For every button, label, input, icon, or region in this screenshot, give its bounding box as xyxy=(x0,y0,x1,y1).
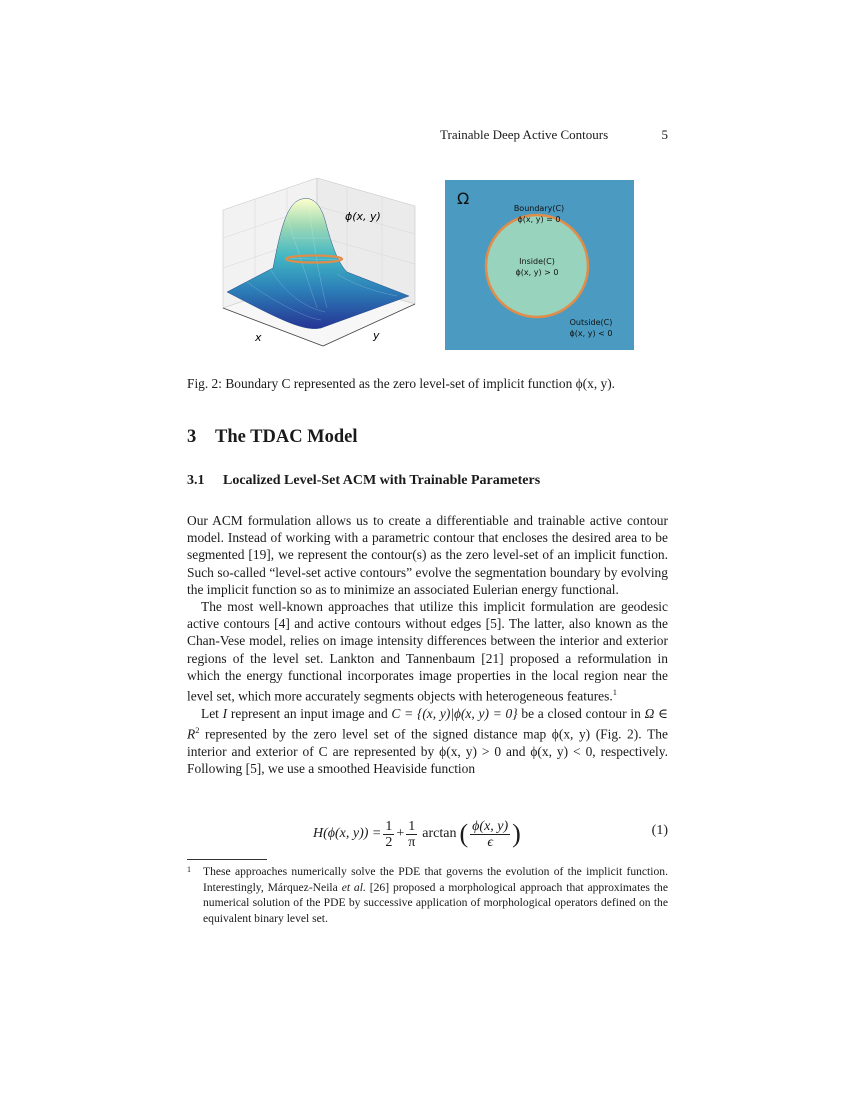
outside-equation: ϕ(x, y) < 0 xyxy=(569,329,613,338)
caption-text: Boundary C represented as the zero level-set of implicit function ϕ(x, y). xyxy=(225,376,616,391)
outside-label: Outside(C) xyxy=(569,318,613,327)
eq-arg-num: ϕ(x, y) xyxy=(472,818,509,834)
equation-number: (1) xyxy=(651,823,668,838)
p3-image-symbol: I xyxy=(222,705,228,721)
eq-half-den: 2 xyxy=(385,834,393,850)
page-number: 5 xyxy=(661,127,668,142)
surface-plot xyxy=(223,178,415,346)
footnote-text-b: [26] proposed a morphological approach that approximates the numerical solution of the PDE by successive application of morphological operators defined on the equivalent binary level set. xyxy=(203,880,668,925)
eq-close-paren: ) xyxy=(512,819,521,848)
region-diagram xyxy=(445,180,634,350)
omega-label: Ω xyxy=(457,189,470,208)
paragraph-2-text: The most well-known approaches that utilize this implicit formulation are geodesic active contours [4] and active contours without edges [5]. The latter, also known as the Chan-Vese model, relies on image intensity differences between the interior and exterior regions of the level set. Lankton and Tannenbaum [21] proposed a reformulation in which the energy functional incorporates image properties in the local region near the level set, which more accurately segments objects with heterogeneous features. xyxy=(187,599,668,704)
boundary-label: Boundary(C) xyxy=(513,204,565,213)
y-axis-label: y xyxy=(373,329,380,342)
footnote xyxy=(187,864,668,926)
footnote-etal: et al. xyxy=(341,880,366,894)
figure-caption xyxy=(187,376,668,392)
paragraph-2 xyxy=(187,598,668,705)
body-text xyxy=(187,512,668,777)
contour-circle xyxy=(486,215,588,317)
p3-contour-set: C = {(x, y)|ϕ(x, y) = 0} xyxy=(391,705,518,721)
p3-domain: Ω ∈ R xyxy=(187,705,668,742)
p3-text-b: represent an input image and xyxy=(227,705,392,721)
phi-surface-label: ϕ(x, y) xyxy=(345,210,381,223)
p3-exponent: 2 xyxy=(195,724,200,735)
inside-label: Inside(C) xyxy=(519,257,555,266)
subsection-number: 3.1 xyxy=(187,473,205,488)
footnote-rule xyxy=(187,859,267,860)
p3-text-c: be a closed contour in xyxy=(517,705,645,721)
eq-half-num: 1 xyxy=(385,818,393,834)
figure-2 xyxy=(187,178,668,353)
eq-half xyxy=(383,819,394,850)
paragraph-3 xyxy=(187,705,668,777)
p3-text-a: Let xyxy=(201,705,223,721)
footnote-mark: 1 xyxy=(187,865,191,874)
section-number: 3 xyxy=(187,427,197,447)
eq-pi-num: 1 xyxy=(408,818,416,834)
eq-pi-den: π xyxy=(408,834,416,850)
eq-inv-pi xyxy=(406,819,417,850)
eq-arg-den: ϵ xyxy=(487,834,493,850)
footnote-ref: 1 xyxy=(612,687,617,698)
p3-text-d: represented by the zero level set of the signed distance map ϕ(x, y) (Fig. 2). The interior and exterior of C are represented by ϕ(x, y) > 0 and ϕ(x, y) < 0, respectively. Following [5], we use a smoothed Heaviside function xyxy=(187,726,668,776)
paragraph-1: Our ACM formulation allows us to create a differentiable and trainable active contour model. Instead of working with a parametric contour that encloses the desired area to be segmented [19], we represent the contour(s) as the zero level-set of an implicit function. Such so-called “level-set active contours” evolve the segmentation boundary by evolving the implicit function so as to minimize an associated Eulerian energy functional. xyxy=(187,513,668,597)
equation-1 xyxy=(187,814,668,854)
running-head xyxy=(440,127,668,143)
subsection-heading xyxy=(187,473,540,489)
section-title: The TDAC Model xyxy=(215,427,358,447)
caption-label: Fig. 2: xyxy=(187,376,222,391)
subsection-title: Localized Level-Set ACM with Trainable Parameters xyxy=(223,473,541,488)
x-axis-label: x xyxy=(255,331,262,344)
footnote-text xyxy=(187,864,668,926)
section-heading xyxy=(187,427,358,448)
boundary-equation: ϕ(x, y) = 0 xyxy=(517,215,561,224)
eq-plus: + xyxy=(396,826,405,841)
eq-argument xyxy=(470,819,510,850)
running-title: Trainable Deep Active Contours xyxy=(440,127,609,142)
eq-open-paren: ( xyxy=(459,819,469,848)
eq-func: arctan xyxy=(422,826,457,841)
inside-equation: ϕ(x, y) > 0 xyxy=(515,268,559,277)
eq-lhs: H(ϕ(x, y)) = xyxy=(313,826,382,841)
footnote-text-a: These approaches numerically solve the PDE that governs the evolution of the implicit function. Interestingly, Márquez-Neila xyxy=(203,865,668,894)
